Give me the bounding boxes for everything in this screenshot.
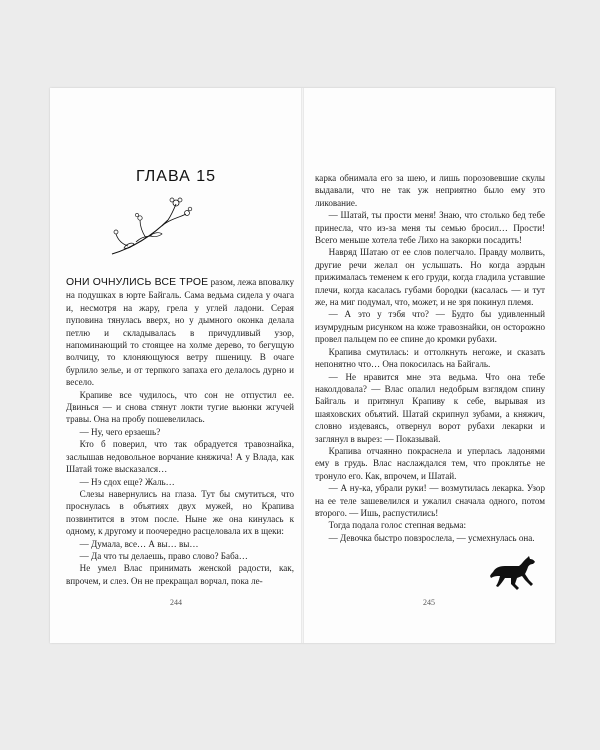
- chapter-title: ГЛАВА 15: [136, 168, 216, 185]
- paragraph: — А это у тэбя что? — Будто бы удивленный изумрудным рисунком на коже травознайки, он осторожно провел пальцем по ее спине до кромки рубахи.: [315, 309, 545, 345]
- paragraph: Крапива смутилась: и оттолкнуть негоже, и сказать непонятно что… Она покосилась на Байгаль.: [315, 346, 545, 370]
- paragraph: — Не нравится мне эта ведьма. Что она тебе наколдовала? — Влас опалил недобрым взглядом спину Байгаль и притянул Крапиву к себе, вырывая из шаяховских объятий. Шатай скрипнул зубами, а княжич, словно издеваясь, отвернул ворот рубахи лекарки и заглянул в вырез: — Показывай.: [315, 371, 545, 444]
- horse-silhouette-icon: [489, 554, 539, 594]
- paragraph: Крапиве все чудилось, что сон не отпустил ее. Двинься — и снова стянут локти тугие вьюнки жгучей травы. Она на пробу пошевелилась.: [66, 389, 294, 425]
- paragraph: — Шатай, ты прости меня! Знаю, что столько бед тебе принесла, что из-за меня ты семью бросил… Прости! Всего меньше хотела тебе Лихо на закорки посадить!: [315, 210, 545, 246]
- paragraph: ОНИ ОЧНУЛИСЬ ВСЕ ТРОЕ разом, лежа вповалку на подушках в юрте Байгаль. Сама ведьма сидела у очага и, несмотря на жару, грела у углей ладони. Серая пуповина тянулась вверх, но у дымного оконка делала петлю и складывалась в причудливый узор, напоминающий то стоящее на холме дерево, то бегущую волчицу, то клоняющуюся ветру пшеницу. В очаге бурлило зелье, и от терпкого запаха его делалось дурно и весело.: [66, 277, 294, 388]
- paragraph: — Думала, все… А вы… вы…: [79, 538, 199, 549]
- paragraph: — Нэ сдох еще? Жаль…: [79, 476, 175, 487]
- paragraph: Навряд Шатаю от ее слов полегчало. Правду молвить, другие речи желал он услышать. Но когда аэрдын прижималась теменем к его груди, когда гладила уставшие плечи, когда касалась губами бородки (касалась — и тут же, на миг подумал, что, может, и не зря покинул племя.: [315, 247, 545, 308]
- paragraph: Тогда подала голос степная ведьма:: [328, 520, 467, 531]
- paragraph: — Да что ты делаешь, право слово? Баба…: [79, 550, 248, 561]
- paragraph: — А ну-ка, убрали руки! — возмутилась лекарка. Узор на ее теле зашевелился и ужалил сначала одного, потом второго. — Ишь, распустились!: [315, 483, 545, 518]
- paragraph: — Ну, чего ерзаешь?: [79, 426, 161, 437]
- right-page-text: [315, 172, 545, 544]
- paragraph: Кто б поверил, что так обрадуется травознайка, заслышав недовольное ворчание княжича! А у Влада, как Шатай тоже высказался…: [66, 439, 294, 475]
- book-spread: [50, 88, 555, 643]
- left-page-text: [66, 276, 294, 587]
- flower-sprig-icon: [106, 196, 196, 258]
- left-page: [50, 88, 302, 643]
- right-page: [303, 88, 555, 643]
- paragraph: Крапива отчаянно покраснела и уперлась ладонями ему в грудь. Влас наслаждался тем, что проклятье не тронуло его. Как, впрочем, и Шатай.: [315, 445, 545, 481]
- page-number: 245: [423, 598, 435, 607]
- paragraph: Слезы навернулись на глаза. Тут бы смутиться, что проснулась в объятиях двух мужей, но Крапива позвинтится в этом после. Ныне же она кинулась к одному, к другому и поочередно расцеловала их в щеки:: [66, 488, 294, 537]
- page-number: 244: [170, 598, 182, 607]
- chapter-lead-in: ОНИ ОЧНУЛИСЬ ВСЕ ТРОЕ: [66, 277, 209, 288]
- paragraph: — Девочка быстро повзрослела, — усмехнулась она.: [328, 532, 535, 543]
- paragraph: карка обнимала его за шею, и лишь порозовевшие скулы выдавали, что не так уж неприятно было ему это ликование.: [315, 173, 545, 208]
- paragraph: Не умел Влас принимать женской радости, как, впрочем, и слез. Он не прекращал ворчал, пока ле-: [66, 563, 294, 586]
